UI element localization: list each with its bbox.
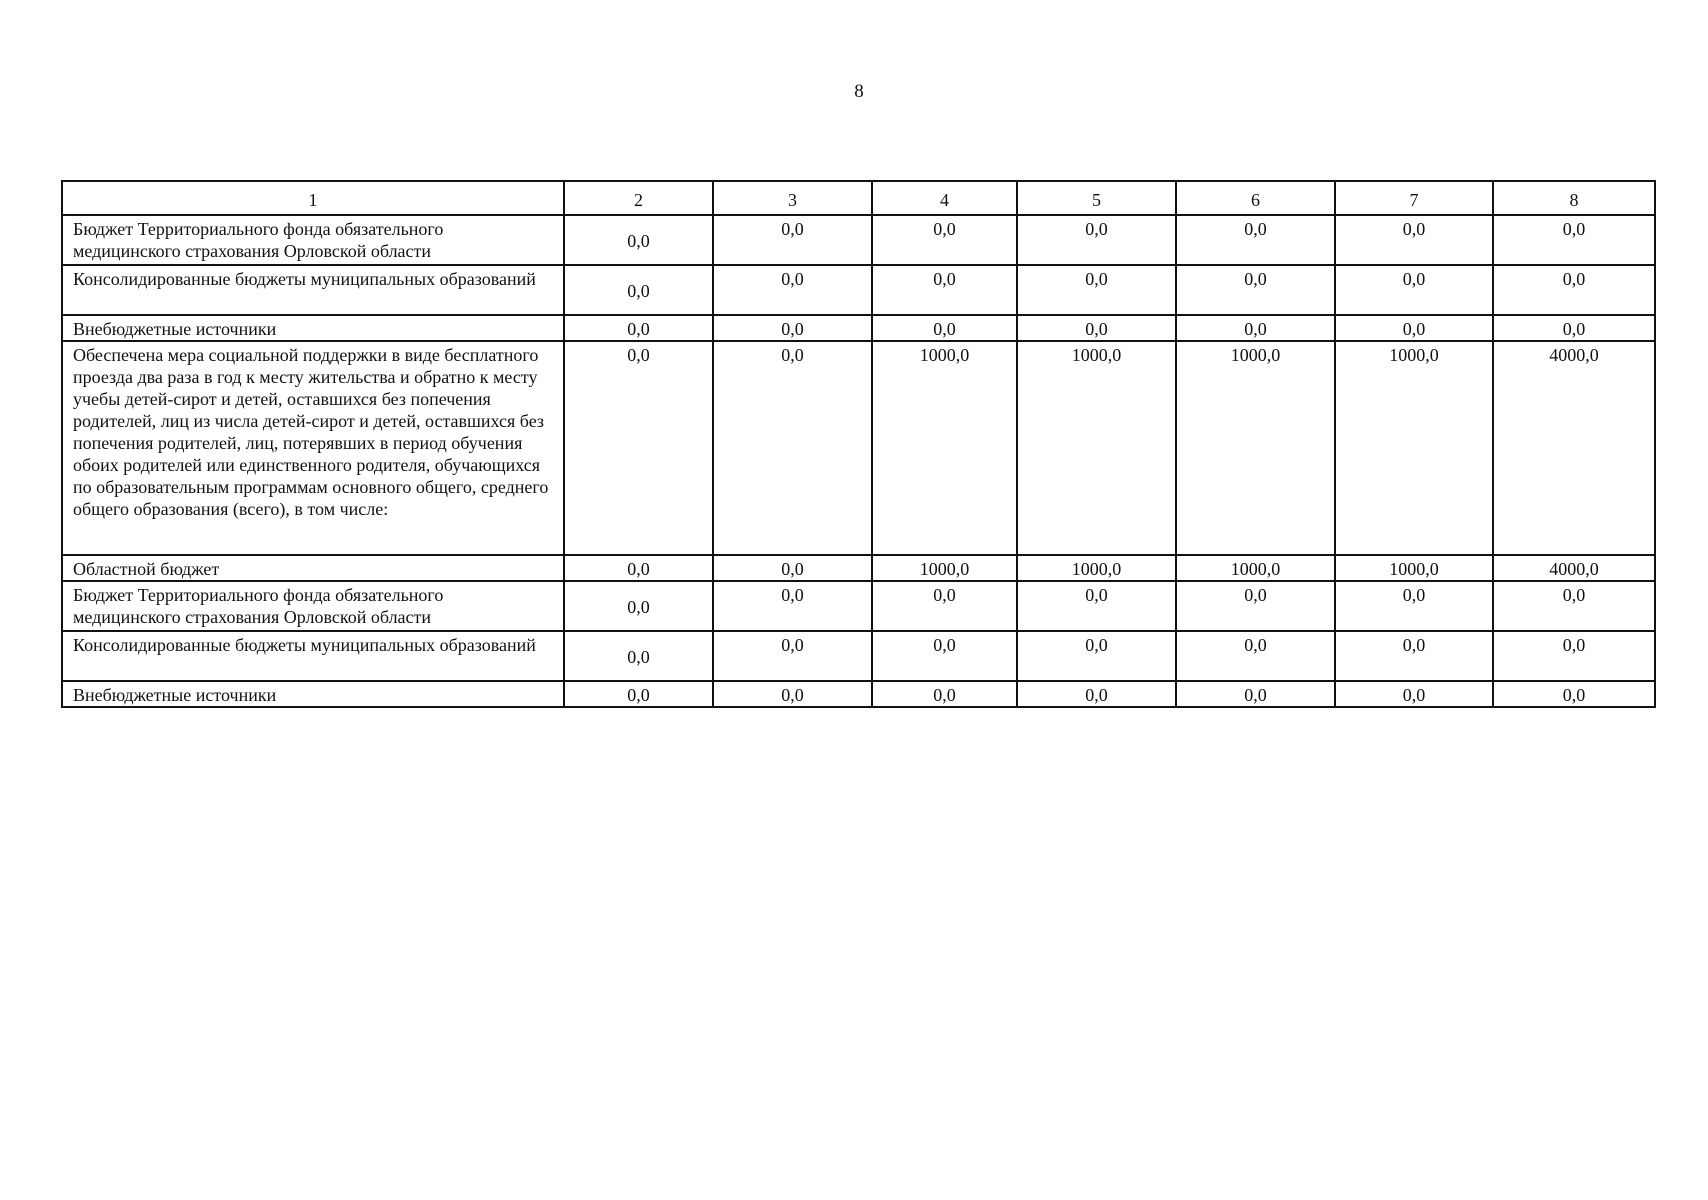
cell-value: 0,0 xyxy=(1493,215,1655,265)
page-number: 8 xyxy=(854,81,864,102)
table-row xyxy=(62,315,1655,341)
column-number: 5 xyxy=(1017,181,1176,215)
cell-value: 0,0 xyxy=(1017,631,1176,681)
cell-value: 0,0 xyxy=(872,215,1017,265)
cell-value: 1000,0 xyxy=(1335,555,1493,581)
cell-value: 0,0 xyxy=(564,315,713,341)
cell-value: 0,0 xyxy=(713,215,872,265)
row-label: Обеспечена мера социальной поддержки в виде бесплатного проезда два раза в год к месту жительства и обратно к месту учебы детей-сирот и детей, оставшихся без попечения родителей, лиц из числа детей-сирот и детей, оставшихся без попечения родителей, лиц, потерявших в период обучения обоих родителей или единственного родителя, обучающихся по образовательным программам основного общего, среднего общего образования (всего), в том числе: xyxy=(62,341,564,555)
cell-value: 1000,0 xyxy=(1017,341,1176,555)
cell-value: 0,0 xyxy=(1493,631,1655,681)
cell-value: 0,0 xyxy=(1176,581,1335,631)
table-row xyxy=(62,581,1655,631)
table-row xyxy=(62,631,1655,681)
table-row xyxy=(62,555,1655,581)
cell-value: 0,0 xyxy=(713,341,872,555)
cell-value: 4000,0 xyxy=(1493,555,1655,581)
cell-value: 0,0 xyxy=(713,555,872,581)
cell-value: 0,0 xyxy=(1335,681,1493,707)
cell-value: 0,0 xyxy=(1493,265,1655,315)
cell-value: 1000,0 xyxy=(1335,341,1493,555)
cell-value: 0,0 xyxy=(1335,215,1493,265)
cell-value: 0,0 xyxy=(564,555,713,581)
cell-value: 0,0 xyxy=(713,315,872,341)
cell-value: 1000,0 xyxy=(1176,341,1335,555)
column-number: 7 xyxy=(1335,181,1493,215)
row-label: Бюджет Территориального фонда обязательного медицинского страхования Орловской области xyxy=(62,215,564,265)
cell-value: 1000,0 xyxy=(1017,555,1176,581)
cell-value: 0,0 xyxy=(713,581,872,631)
cell-value: 0,0 xyxy=(1176,215,1335,265)
column-number: 2 xyxy=(564,181,713,215)
row-label: Внебюджетные источники xyxy=(62,681,564,707)
column-number: 8 xyxy=(1493,181,1655,215)
column-number: 3 xyxy=(713,181,872,215)
cell-value: 0,0 xyxy=(872,315,1017,341)
cell-value: 0,0 xyxy=(872,581,1017,631)
cell-value: 0,0 xyxy=(1176,631,1335,681)
cell-value: 0,0 xyxy=(1017,215,1176,265)
cell-value: 0,0 xyxy=(872,631,1017,681)
table-row xyxy=(62,265,1655,315)
table-row xyxy=(62,681,1655,707)
cell-value: 0,0 xyxy=(564,681,713,707)
column-number: 1 xyxy=(62,181,564,215)
cell-value: 0,0 xyxy=(872,681,1017,707)
cell-value: 0,0 xyxy=(1335,265,1493,315)
table-row xyxy=(62,341,1655,555)
cell-value: 4000,0 xyxy=(1493,341,1655,555)
cell-value: 0,0 xyxy=(1176,265,1335,315)
cell-value: 0,0 xyxy=(564,581,713,631)
row-label: Консолидированные бюджеты муниципальных образований xyxy=(62,265,564,315)
cell-value: 0,0 xyxy=(564,265,713,315)
row-label: Внебюджетные источники xyxy=(62,315,564,341)
cell-value: 1000,0 xyxy=(872,341,1017,555)
column-number-row xyxy=(62,181,1655,215)
row-label: Областной бюджет xyxy=(62,555,564,581)
cell-value: 0,0 xyxy=(872,265,1017,315)
column-number: 4 xyxy=(872,181,1017,215)
cell-value: 0,0 xyxy=(564,631,713,681)
cell-value: 0,0 xyxy=(564,341,713,555)
cell-value: 0,0 xyxy=(1176,315,1335,341)
cell-value: 0,0 xyxy=(1335,631,1493,681)
column-number: 6 xyxy=(1176,181,1335,215)
cell-value: 0,0 xyxy=(1493,581,1655,631)
cell-value: 1000,0 xyxy=(1176,555,1335,581)
cell-value: 0,0 xyxy=(564,215,713,265)
cell-value: 0,0 xyxy=(713,631,872,681)
row-label: Консолидированные бюджеты муниципальных образований xyxy=(62,631,564,681)
cell-value: 1000,0 xyxy=(872,555,1017,581)
cell-value: 0,0 xyxy=(1335,581,1493,631)
row-label: Бюджет Территориального фонда обязательного медицинского страхования Орловской области xyxy=(62,581,564,631)
cell-value: 0,0 xyxy=(1017,315,1176,341)
table-row xyxy=(62,215,1655,265)
cell-value: 0,0 xyxy=(1335,315,1493,341)
cell-value: 0,0 xyxy=(713,265,872,315)
cell-value: 0,0 xyxy=(1176,681,1335,707)
cell-value: 0,0 xyxy=(1017,265,1176,315)
budget-table xyxy=(61,180,1656,708)
cell-value: 0,0 xyxy=(1493,315,1655,341)
cell-value: 0,0 xyxy=(1493,681,1655,707)
cell-value: 0,0 xyxy=(1017,581,1176,631)
cell-value: 0,0 xyxy=(1017,681,1176,707)
cell-value: 0,0 xyxy=(713,681,872,707)
